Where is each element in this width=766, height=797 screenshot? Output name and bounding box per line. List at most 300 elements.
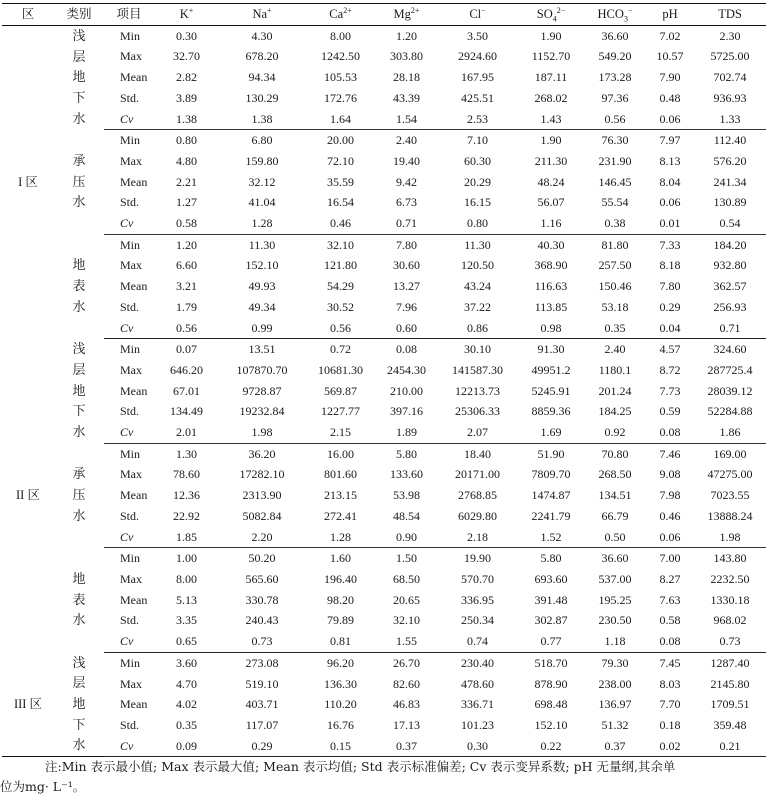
cell-so4: 51.90 (537, 446, 565, 461)
stat-label: Max (120, 49, 142, 64)
stat-label: Min (120, 551, 141, 566)
cell-so4: 0.22 (518, 736, 584, 757)
cell-ca: 569.87 (324, 383, 357, 398)
cell-na: 273.08 (245, 655, 279, 670)
cell-tds: 1.33 (694, 109, 766, 130)
table-row (2, 46, 766, 67)
cell-na: 17282.10 (239, 467, 285, 482)
cell-so4: 1474.87 (531, 488, 571, 503)
cell-ph: 7.00 (659, 551, 681, 566)
cell-ph: 7.46 (659, 446, 681, 461)
cell-cl: 2.18 (437, 527, 518, 548)
category-label (54, 339, 104, 444)
cell-so4: 302.87 (534, 613, 568, 628)
header-item: 项目 (104, 4, 154, 26)
cell-cl: 0.80 (437, 213, 518, 234)
category-char: 压 (72, 173, 86, 189)
cell-cl: 18.40 (464, 446, 491, 461)
cell-ca: 2.15 (305, 422, 376, 443)
stat-label: Mean (120, 279, 148, 294)
cell-so4: 368.90 (534, 258, 568, 273)
cell-k: 2.01 (154, 422, 219, 443)
cell-cl: 570.70 (461, 571, 494, 586)
cell-tds: 7023.55 (710, 488, 750, 503)
cell-hco3: 184.25 (598, 404, 632, 419)
cell-ph: 7.45 (659, 655, 681, 670)
stat-label: Std. (120, 613, 140, 628)
cell-ph: 0.02 (646, 736, 694, 757)
cell-na: 5082.84 (242, 508, 282, 523)
cell-so4: 211.30 (534, 153, 568, 168)
cell-cl: 19.90 (464, 551, 491, 566)
cell-cl: 20.29 (464, 174, 491, 189)
cell-so4: 698.48 (534, 697, 568, 712)
cell-na: 0.99 (219, 318, 305, 339)
table-row (2, 443, 766, 464)
category-label (54, 652, 104, 757)
cell-k: 5.13 (176, 592, 197, 607)
cell-ph: 0.06 (646, 527, 694, 548)
cell-ph: 0.46 (659, 508, 681, 523)
cell-tds: 287725.4 (707, 362, 753, 377)
cell-mg: 13.27 (393, 279, 420, 294)
cell-ca: 172.76 (324, 90, 357, 105)
cell-ph: 8.72 (659, 362, 681, 377)
table-row (2, 694, 766, 715)
cell-hco3: 195.25 (598, 592, 632, 607)
category-char: 水 (72, 737, 86, 753)
category-char: 地 (72, 382, 86, 398)
cell-hco3: 173.28 (598, 70, 632, 85)
cell-ph: 0.18 (659, 717, 681, 732)
cell-k: 1.30 (176, 446, 197, 461)
category-char: 水 (72, 110, 86, 126)
cell-cl: 30.10 (464, 342, 491, 357)
table-row (2, 339, 766, 360)
cell-hco3: 537.00 (598, 571, 632, 586)
cell-ca: 0.72 (330, 342, 351, 357)
cell-ph: 7.33 (659, 237, 681, 252)
category-char: 层 (72, 48, 86, 64)
cell-mg: 1.50 (396, 551, 417, 566)
zone-label: I 区 (18, 174, 38, 189)
zone-label: II 区 (16, 488, 40, 503)
cell-ph: 0.06 (659, 195, 681, 210)
cell-k: 0.09 (154, 736, 219, 757)
cell-hco3: 0.92 (584, 422, 646, 443)
cell-so4: 693.60 (534, 571, 568, 586)
cell-cl: 250.34 (461, 613, 494, 628)
cell-cl: 20171.00 (455, 467, 500, 482)
stat-label: Mean (120, 70, 148, 85)
cell-na: 0.73 (219, 631, 305, 652)
cell-cl: 6029.80 (458, 508, 497, 523)
table-row (2, 610, 766, 631)
cell-cl: 0.30 (437, 736, 518, 757)
cell-na: 50.20 (248, 551, 276, 566)
note-line-1: 注:Min 表示最小值; Max 表示最大值; Mean 表示均值; Std 表示标准偏差; Cv 表示变异系数; pH 无量纲,其余单 (45, 759, 676, 774)
cell-k: 1.20 (176, 237, 197, 252)
stat-label: Max (120, 467, 142, 482)
cell-so4: 1.43 (518, 109, 584, 130)
cell-so4: 1.90 (540, 28, 562, 43)
cell-hco3: 81.80 (601, 237, 629, 252)
cell-mg: 32.10 (393, 613, 420, 628)
cell-na: 159.80 (245, 153, 279, 168)
cell-mg: 26.70 (393, 655, 420, 670)
cell-mg: 28.18 (393, 70, 420, 85)
hydrochemistry-table (2, 3, 766, 757)
header-na: Na+ (219, 4, 305, 26)
cell-cl: 2.53 (437, 109, 518, 130)
stat-label: Max (120, 571, 142, 586)
table-row (2, 151, 766, 172)
table-row (2, 109, 766, 130)
cell-k: 2.82 (176, 70, 197, 85)
cell-ca: 16.54 (327, 195, 354, 210)
table-row (2, 674, 766, 695)
cell-hco3: 2.40 (604, 342, 626, 357)
cell-na: 1.98 (219, 422, 305, 443)
stat-label: Min (120, 655, 141, 670)
table-row (2, 318, 766, 339)
cell-tds: 968.02 (713, 613, 747, 628)
cell-ca: 20.00 (327, 133, 354, 148)
category-char: 承 (72, 152, 86, 168)
cell-tds: 1.86 (694, 422, 766, 443)
category-char: 水 (72, 424, 86, 440)
cell-hco3: 231.90 (598, 153, 632, 168)
cell-hco3: 134.51 (598, 488, 632, 503)
cell-cl: 167.95 (461, 70, 494, 85)
cell-ca: 121.80 (324, 258, 357, 273)
stat-label: Cv (104, 422, 154, 443)
cell-hco3: 230.50 (598, 613, 632, 628)
stat-label: Max (120, 258, 142, 273)
cell-mg: 2454.30 (387, 362, 426, 377)
cell-hco3: 549.20 (598, 49, 632, 64)
cell-ca: 801.60 (324, 467, 357, 482)
cell-na: 49.93 (248, 279, 276, 294)
cell-hco3: 1180.1 (598, 362, 632, 377)
table-row (2, 192, 766, 213)
cell-ph: 0.01 (646, 213, 694, 234)
cell-na: 2313.90 (242, 488, 282, 503)
cell-mg: 1.55 (376, 631, 437, 652)
stat-label: Max (120, 676, 142, 691)
table-row (2, 276, 766, 297)
cell-k: 6.60 (176, 258, 197, 273)
cell-ca: 54.29 (327, 279, 354, 294)
cell-ca: 96.20 (327, 655, 354, 670)
cell-ph: 7.02 (659, 28, 681, 43)
cell-hco3: 76.30 (601, 133, 629, 148)
cell-so4: 116.63 (534, 279, 568, 294)
cell-cl: 0.74 (437, 631, 518, 652)
cell-ca: 32.10 (327, 237, 354, 252)
category-char: 浅 (72, 341, 86, 357)
cell-mg: 53.98 (393, 488, 420, 503)
stat-label: Max (120, 153, 142, 168)
cell-mg: 30.60 (393, 258, 420, 273)
cell-k: 134.49 (170, 404, 203, 419)
cell-so4: 40.30 (537, 237, 565, 252)
cell-ca: 213.15 (324, 488, 357, 503)
cell-so4: 878.90 (534, 676, 568, 691)
cell-tds: 936.93 (713, 90, 747, 105)
cell-tds: 2232.50 (710, 571, 750, 586)
table-row (2, 234, 766, 255)
header-type: 类别 (54, 4, 104, 26)
cell-ca: 1227.77 (321, 404, 360, 419)
stat-label: Cv (104, 213, 154, 234)
cell-ca: 1.28 (305, 527, 376, 548)
cell-mg: 20.65 (393, 592, 420, 607)
cell-hco3: 66.79 (601, 508, 629, 523)
table-body (2, 25, 766, 757)
cell-so4: 56.07 (537, 195, 565, 210)
category-label (54, 548, 104, 653)
cell-ca: 72.10 (327, 153, 354, 168)
cell-ca: 136.30 (324, 676, 357, 691)
cell-ph: 0.29 (659, 299, 681, 314)
cell-na: 32.12 (248, 174, 276, 189)
cell-tds: 0.21 (694, 736, 766, 757)
cell-cl: 7.10 (467, 133, 488, 148)
cell-mg: 1.20 (396, 28, 417, 43)
cell-ph: 0.59 (659, 404, 681, 419)
cell-hco3: 0.56 (584, 109, 646, 130)
cell-hco3: 201.24 (598, 383, 632, 398)
table-row (2, 631, 766, 652)
cell-tds: 5725.00 (710, 49, 750, 64)
cell-cl: 2768.85 (458, 488, 497, 503)
table-row (2, 548, 766, 569)
cell-tds: 1.98 (694, 527, 766, 548)
header-k: K+ (154, 4, 219, 26)
cell-k: 1.85 (154, 527, 219, 548)
cell-ca: 98.20 (327, 592, 354, 607)
cell-k: 1.38 (154, 109, 219, 130)
cell-so4: 1152.70 (531, 49, 571, 64)
cell-k: 4.80 (176, 153, 197, 168)
cell-so4: 391.48 (534, 592, 568, 607)
cell-cl: 12213.73 (455, 383, 500, 398)
category-label (54, 25, 104, 130)
stat-label: Std. (120, 717, 140, 732)
table-row (2, 652, 766, 673)
stat-label: Min (120, 28, 141, 43)
category-char: 层 (72, 361, 86, 377)
cell-mg: 0.71 (376, 213, 437, 234)
header-tds: TDS (694, 4, 766, 26)
cell-na: 13.51 (248, 342, 276, 357)
table-row (2, 25, 766, 46)
cell-cl: 141587.30 (452, 362, 503, 377)
cell-mg: 0.90 (376, 527, 437, 548)
stat-label: Mean (120, 383, 148, 398)
cell-so4: 91.30 (537, 342, 565, 357)
table-row (2, 401, 766, 422)
category-label (54, 130, 104, 235)
cell-k: 0.80 (176, 133, 197, 148)
stat-label: Std. (120, 299, 140, 314)
cell-hco3: 51.32 (601, 717, 629, 732)
stat-label: Mean (120, 488, 148, 503)
category-char: 表 (72, 591, 86, 607)
header-hco3: $HCO_3^-$ (584, 4, 646, 26)
cell-na: 330.78 (245, 592, 279, 607)
cell-k: 0.35 (176, 717, 197, 732)
cell-ph: 0.58 (659, 613, 681, 628)
stat-label: Cv (104, 631, 154, 652)
cell-cl: 478.60 (461, 676, 494, 691)
cell-cl: 11.30 (464, 237, 491, 252)
stat-label: Max (120, 362, 142, 377)
cell-ph: 8.18 (659, 258, 681, 273)
cell-k: 4.70 (176, 676, 197, 691)
cell-hco3: 97.36 (601, 90, 629, 105)
cell-na: 152.10 (245, 258, 279, 273)
cell-hco3: 55.54 (601, 195, 629, 210)
cell-k: 8.00 (176, 571, 197, 586)
cell-hco3: 146.45 (598, 174, 632, 189)
category-char: 地 (72, 69, 86, 85)
cell-k: 32.70 (173, 49, 200, 64)
cell-k: 4.02 (176, 697, 197, 712)
cell-cl: 425.51 (461, 90, 494, 105)
cell-so4: 1.69 (518, 422, 584, 443)
cell-hco3: 257.50 (598, 258, 632, 273)
cell-k: 0.56 (154, 318, 219, 339)
cell-ca: 30.52 (327, 299, 354, 314)
cell-cl: 230.40 (461, 655, 494, 670)
cell-cl: 336.71 (461, 697, 494, 712)
stat-label: Mean (120, 592, 148, 607)
category-char: 水 (72, 507, 86, 523)
table-row (2, 88, 766, 109)
cell-tds: 28039.12 (707, 383, 753, 398)
category-char: 水 (72, 612, 86, 628)
cell-k: 0.58 (154, 213, 219, 234)
cell-k: 3.35 (176, 613, 197, 628)
cell-k: 67.01 (173, 383, 200, 398)
cell-na: 11.30 (248, 237, 276, 252)
cell-tds: 112.40 (713, 133, 747, 148)
table-row (2, 736, 766, 757)
cell-tds: 359.48 (713, 717, 747, 732)
cell-tds: 576.20 (713, 153, 747, 168)
header-zone: 区 (2, 4, 54, 26)
cell-ca: 35.59 (327, 174, 354, 189)
cell-ph: 9.08 (659, 467, 681, 482)
cell-hco3: 1.18 (584, 631, 646, 652)
cell-hco3: 70.80 (601, 446, 629, 461)
cell-ph: 0.08 (646, 631, 694, 652)
cell-k: 78.60 (173, 467, 200, 482)
cell-ca: 79.89 (327, 613, 354, 628)
stat-label: Mean (120, 697, 148, 712)
cell-so4: 5.80 (540, 551, 562, 566)
cell-ph: 7.73 (659, 383, 681, 398)
category-char: 地 (72, 571, 86, 586)
cell-k: 22.92 (173, 508, 200, 523)
cell-ca: 0.81 (305, 631, 376, 652)
cell-k: 3.60 (176, 655, 197, 670)
cell-k: 0.65 (154, 631, 219, 652)
category-label (54, 234, 104, 339)
cell-na: 49.34 (248, 299, 276, 314)
header-cl: Cl− (437, 4, 518, 26)
cell-so4: 187.11 (534, 70, 568, 85)
cell-na: 94.34 (248, 70, 276, 85)
cell-ph: 10.57 (656, 49, 684, 64)
cell-hco3: 53.18 (601, 299, 629, 314)
cell-na: 1.28 (219, 213, 305, 234)
category-char: 地 (72, 695, 86, 711)
cell-na: 565.60 (245, 571, 279, 586)
table-row (2, 297, 766, 318)
cell-ca: 0.56 (305, 318, 376, 339)
cell-tds: 0.71 (694, 318, 766, 339)
cell-na: 130.29 (245, 90, 279, 105)
cell-mg: 82.60 (393, 676, 420, 691)
cell-hco3: 0.37 (584, 736, 646, 757)
table-row (2, 130, 766, 151)
cell-tds: 2.30 (719, 28, 741, 43)
cell-k: 0.30 (176, 28, 197, 43)
category-char: 压 (72, 487, 86, 503)
cell-mg: 303.80 (390, 49, 423, 64)
cell-ph: 4.57 (659, 342, 681, 357)
cell-tds: 143.80 (713, 551, 747, 566)
cell-na: 2.20 (219, 527, 305, 548)
cell-hco3: 79.30 (601, 655, 629, 670)
cell-na: 41.04 (248, 195, 276, 210)
cell-hco3: 0.50 (584, 527, 646, 548)
category-char: 水 (72, 194, 86, 210)
cell-so4: 113.85 (534, 299, 568, 314)
cell-hco3: 36.60 (601, 551, 629, 566)
cell-so4: 8859.36 (531, 404, 571, 419)
cell-so4: 1.90 (540, 133, 562, 148)
cell-ph: 0.08 (646, 422, 694, 443)
cell-ph: 7.63 (659, 592, 681, 607)
category-char: 浅 (72, 27, 86, 43)
cell-mg: 17.13 (393, 717, 420, 732)
table-row (2, 381, 766, 402)
cell-mg: 0.60 (376, 318, 437, 339)
header-ph: pH (646, 4, 694, 26)
cell-ph: 7.80 (659, 279, 681, 294)
cell-na: 9728.87 (242, 383, 282, 398)
cell-so4: 5245.91 (531, 383, 571, 398)
note-line-2: 位为mg· L⁻¹。 (0, 779, 86, 794)
category-char: 层 (72, 675, 86, 691)
stat-label: Std. (120, 90, 140, 105)
cell-mg: 6.73 (396, 195, 417, 210)
cell-mg: 0.08 (396, 342, 417, 357)
cell-mg: 2.40 (396, 133, 417, 148)
cell-ph: 7.90 (659, 70, 681, 85)
category-label (54, 443, 104, 548)
cell-tds: 0.54 (694, 213, 766, 234)
cell-cl: 60.30 (464, 153, 491, 168)
cell-ca: 1242.50 (321, 49, 360, 64)
cell-ca: 0.15 (305, 736, 376, 757)
cell-tds: 2145.80 (710, 676, 750, 691)
cell-ph: 0.48 (659, 90, 681, 105)
